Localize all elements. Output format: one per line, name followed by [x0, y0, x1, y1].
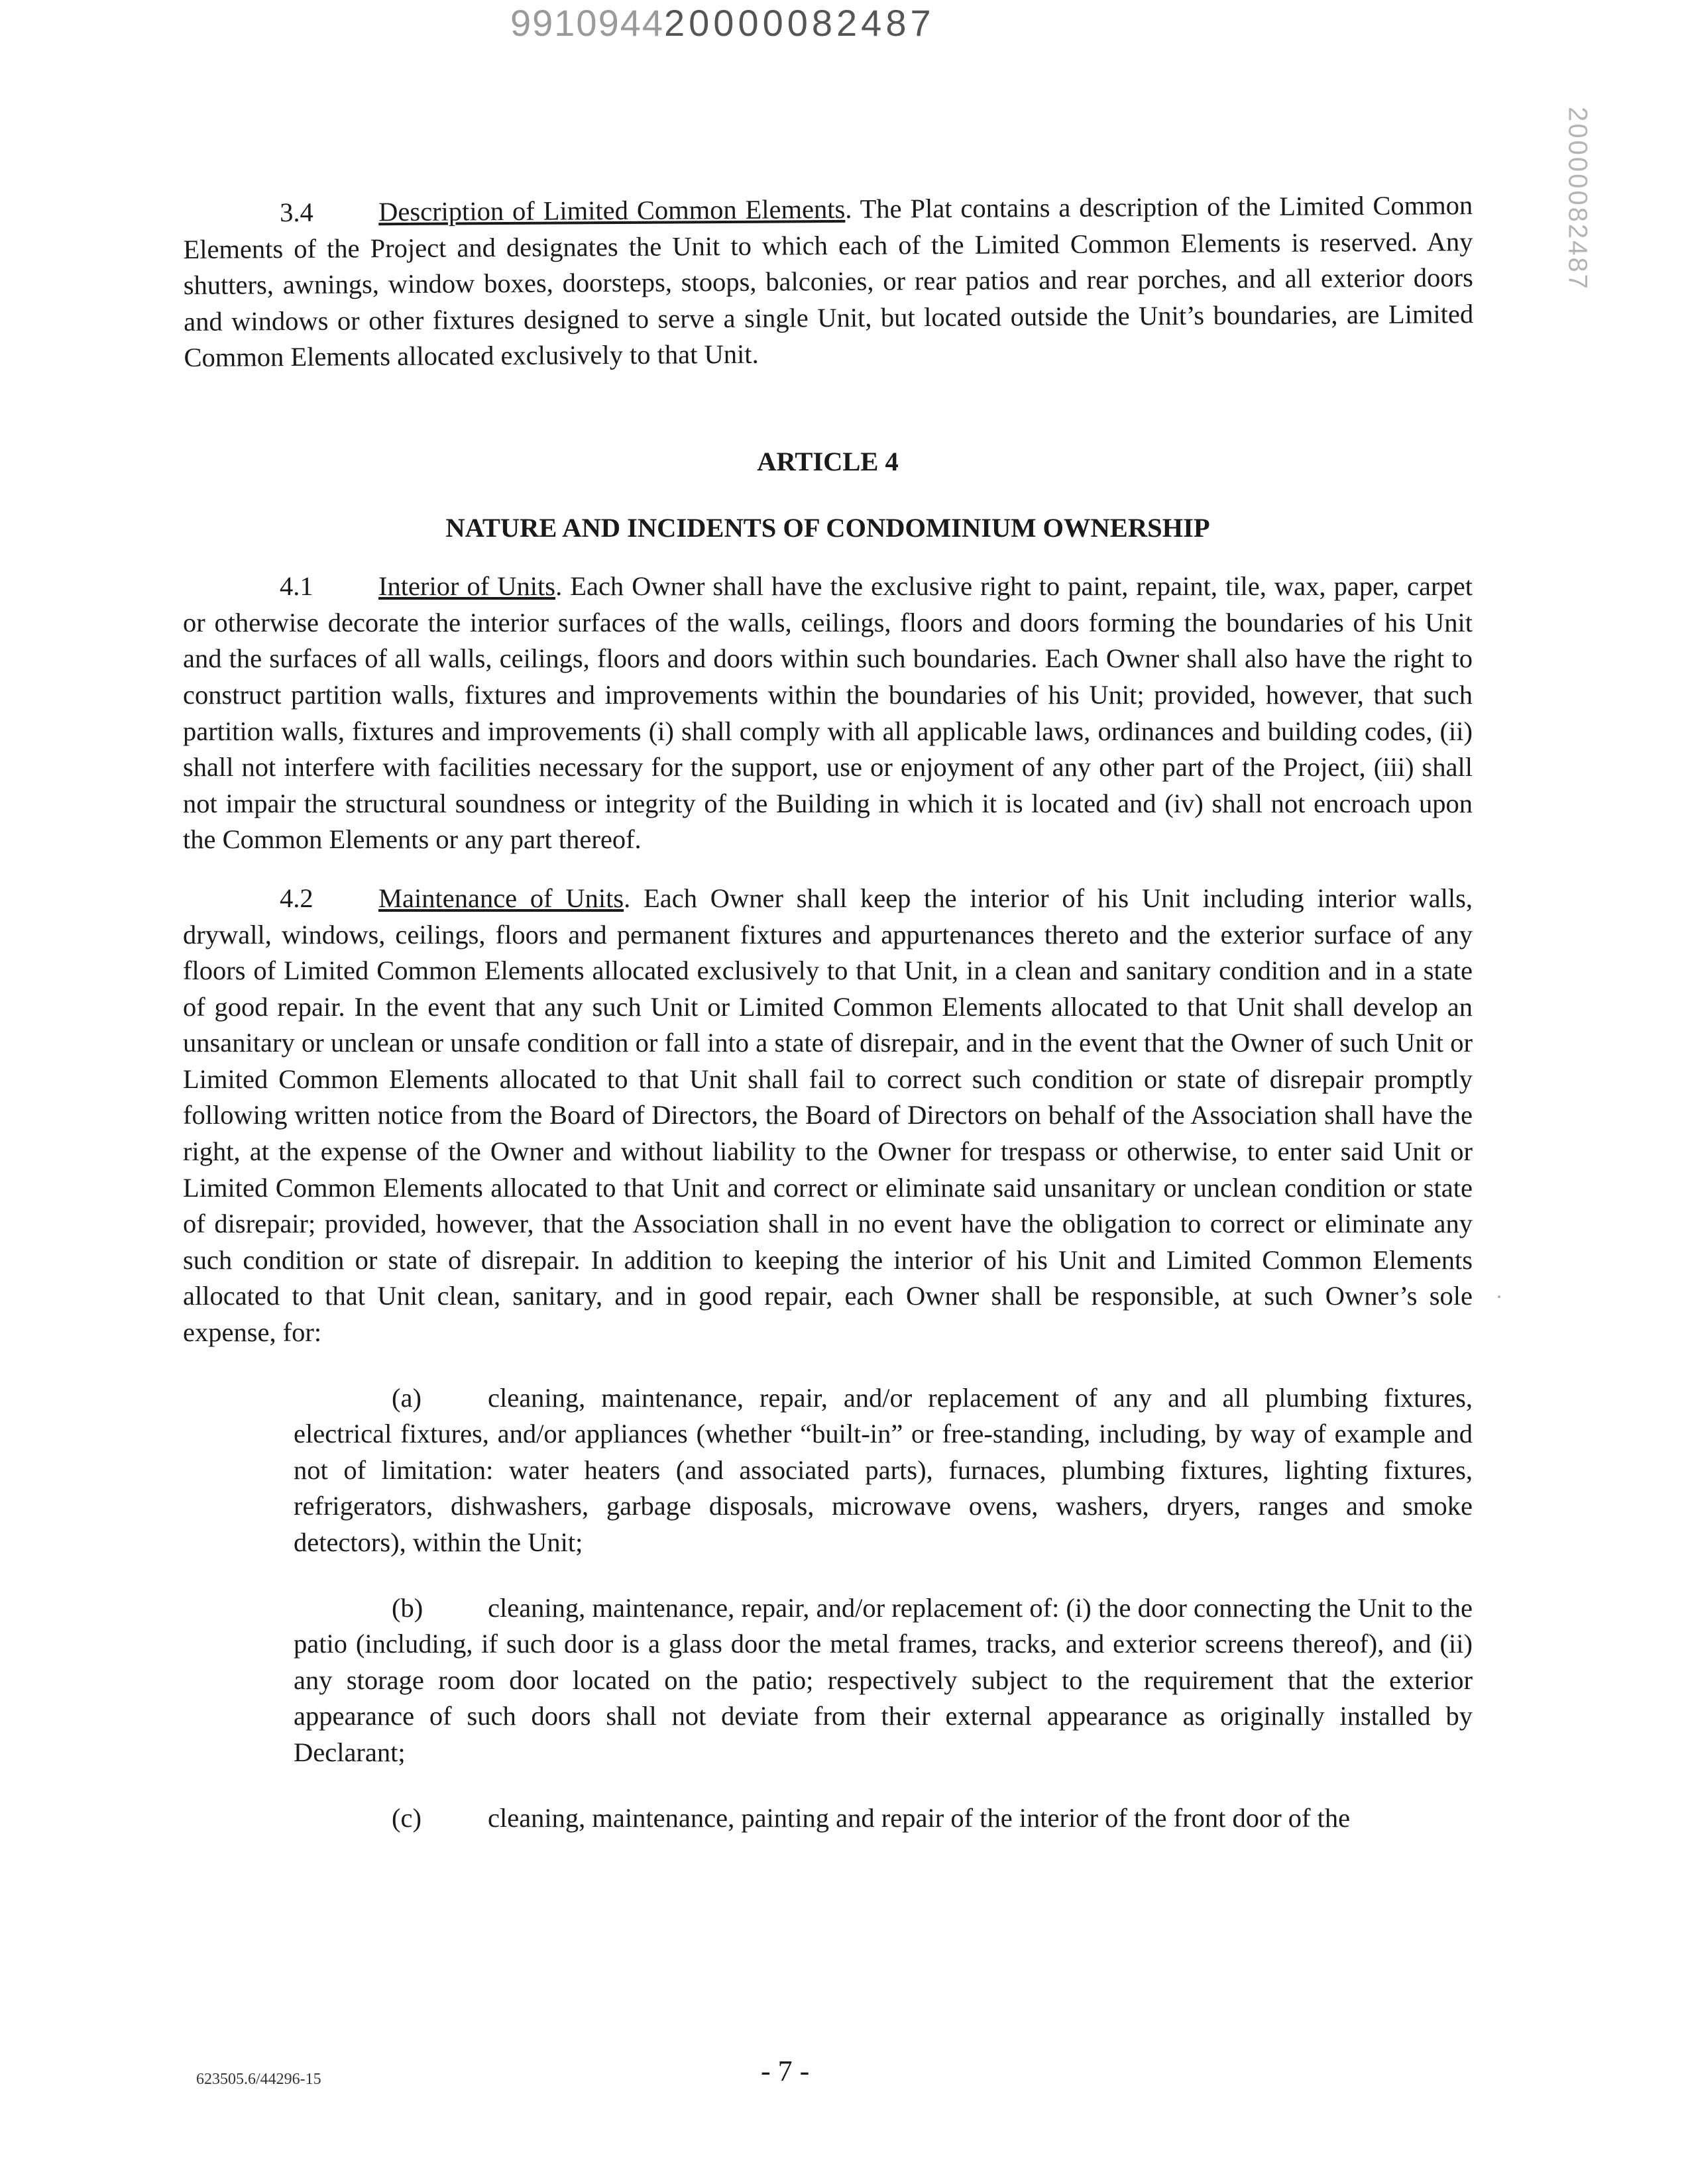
scan-speck — [1498, 1295, 1500, 1298]
section-body: . Each Owner shall have the exclusive right to paint, repaint, tile, wax, paper, carpet or otherwise decorate the interior surfaces of the walls, ceilings, floors and doors forming the boundaries of his Unit and the surfaces of all walls, ceilings, floors and doors within such boundaries. Each Owner shall also have the right to construct partition walls, fixtures and improvements within the boundaries of his Unit; provided, however, that such partition walls, fixtures and improvements (i) shall comply with all applicable laws, ordinances and building codes, (ii) shall not interfere with facilities necessary for the support, use or enjoyment of any other part of the Project, (iii) shall not impair the structural soundness or integrity of the Building in which it is located and (iv) shall not encroach upon the Common Elements or any part thereof. — [183, 571, 1473, 855]
side-stamp — [1557, 99, 1597, 298]
article-title: NATURE AND INCIDENTS OF CONDOMINIUM OWNERSHIP — [445, 512, 1210, 543]
article-number: ARTICLE 4 — [757, 446, 899, 476]
list-item-a — [294, 1380, 1473, 1561]
list-item-label: (b) — [392, 1592, 423, 1623]
list-item-text: cleaning, maintenance, painting and repair of the interior of the front door of the — [488, 1802, 1351, 1833]
section-body: . Each Owner shall keep the interior of his Unit including interior walls, drywall, windows, ceilings, floors and permanent fixtures and appurtenances thereto and the exterior surface of any floors of Limited Common Elements allocated exclusively to that Unit, in a clean and sanitary condition and in a state of good repair. In the event that any such Unit or Limited Common Elements allocated to that Unit shall develop an unsanitary or unclean or unsafe condition or fall into a state of disrepair, and in the event that the Owner of such Unit or Limited Common Elements allocated to that Unit shall fail to correct such condition or state of disrepair promptly following written notice from the Board of Directors, the Board of Directors on behalf of the Association shall have the right, at the expense of the Owner and without liability to the Owner for trespass or otherwise, to enter said Unit or Limited Common Elements allocated to that Unit and correct or eliminate said unsanitary or unclean condition or state of disrepair; provided, however, that the Association shall in no event have the obligation to correct or eliminate any such condition or state of disrepair. In addition to keeping the interior of his Unit and Limited Common Elements allocated to that Unit clean, sanitary, and in good repair, each Owner shall be responsible, at such Owner’s sole expense, for: — [183, 883, 1473, 1348]
list-item-b — [294, 1590, 1473, 1771]
section-title: Description of Limited Common Elements — [378, 193, 846, 227]
section-title: Maintenance of Units — [378, 883, 624, 913]
list-item-text: cleaning, maintenance, repair, and/or replacement of: (i) the door connecting the Unit to the patio (including, if such door is a glass door the metal frames, tracks, and exterior screens thereof), and (ii) any storage room door located on the patio; respectively subject to the requirement that the exterior appearance of such doors shall not deviate from their external appearance as originally installed by Declarant; — [294, 1592, 1473, 1767]
section-number: 4.2 — [280, 883, 313, 913]
document-id: 623505.6/44296-15 — [196, 2071, 321, 2088]
side-stamp-text: 20000082487 — [1563, 107, 1593, 291]
section-3-4 — [183, 188, 1474, 376]
section-body: . The Plat contains a description of the Limited Common Elements of the Project and designates the Unit to which each of the Limited Common Elements is reserved. Any shutters, awnings, window boxes, doorsteps, stoops, balconies, or rear patios and rear porches, and all exterior doors and windows or other fixtures designed to serve a single Unit, but located outside the Unit’s boundaries, are Limited Common Elements allocated exclusively to that Unit. — [183, 190, 1474, 373]
recording-number-prefix: 9910944 — [510, 2, 665, 44]
section-4-1 — [183, 569, 1473, 858]
page-number: - 7 - — [761, 2055, 810, 2087]
recording-number — [510, 1, 935, 44]
list-item-c — [294, 1800, 1473, 1837]
document-body — [183, 190, 1474, 1836]
recording-number-main: 20000082487 — [664, 2, 935, 44]
list-item-label: (c) — [392, 1802, 422, 1833]
section-4-2 — [183, 881, 1473, 1351]
list-item-text: cleaning, maintenance, repair, and/or replacement of any and all plumbing fixtures, electrical fixtures, and/or appliances (whether “built-in” or free-standing, including, by way of example and not of limitation: water heaters (and associated parts), furnaces, plumbing fixtures, lighting fixtures, refrigerators, dishwashers, garbage disposals, microwave ovens, washers, dryers, ranges and smoke detectors), within the Unit; — [294, 1382, 1473, 1557]
section-number: 4.1 — [280, 571, 313, 602]
list-item-label: (a) — [392, 1382, 422, 1413]
section-title: Interior of Units — [378, 571, 556, 602]
section-number: 3.4 — [280, 197, 313, 228]
